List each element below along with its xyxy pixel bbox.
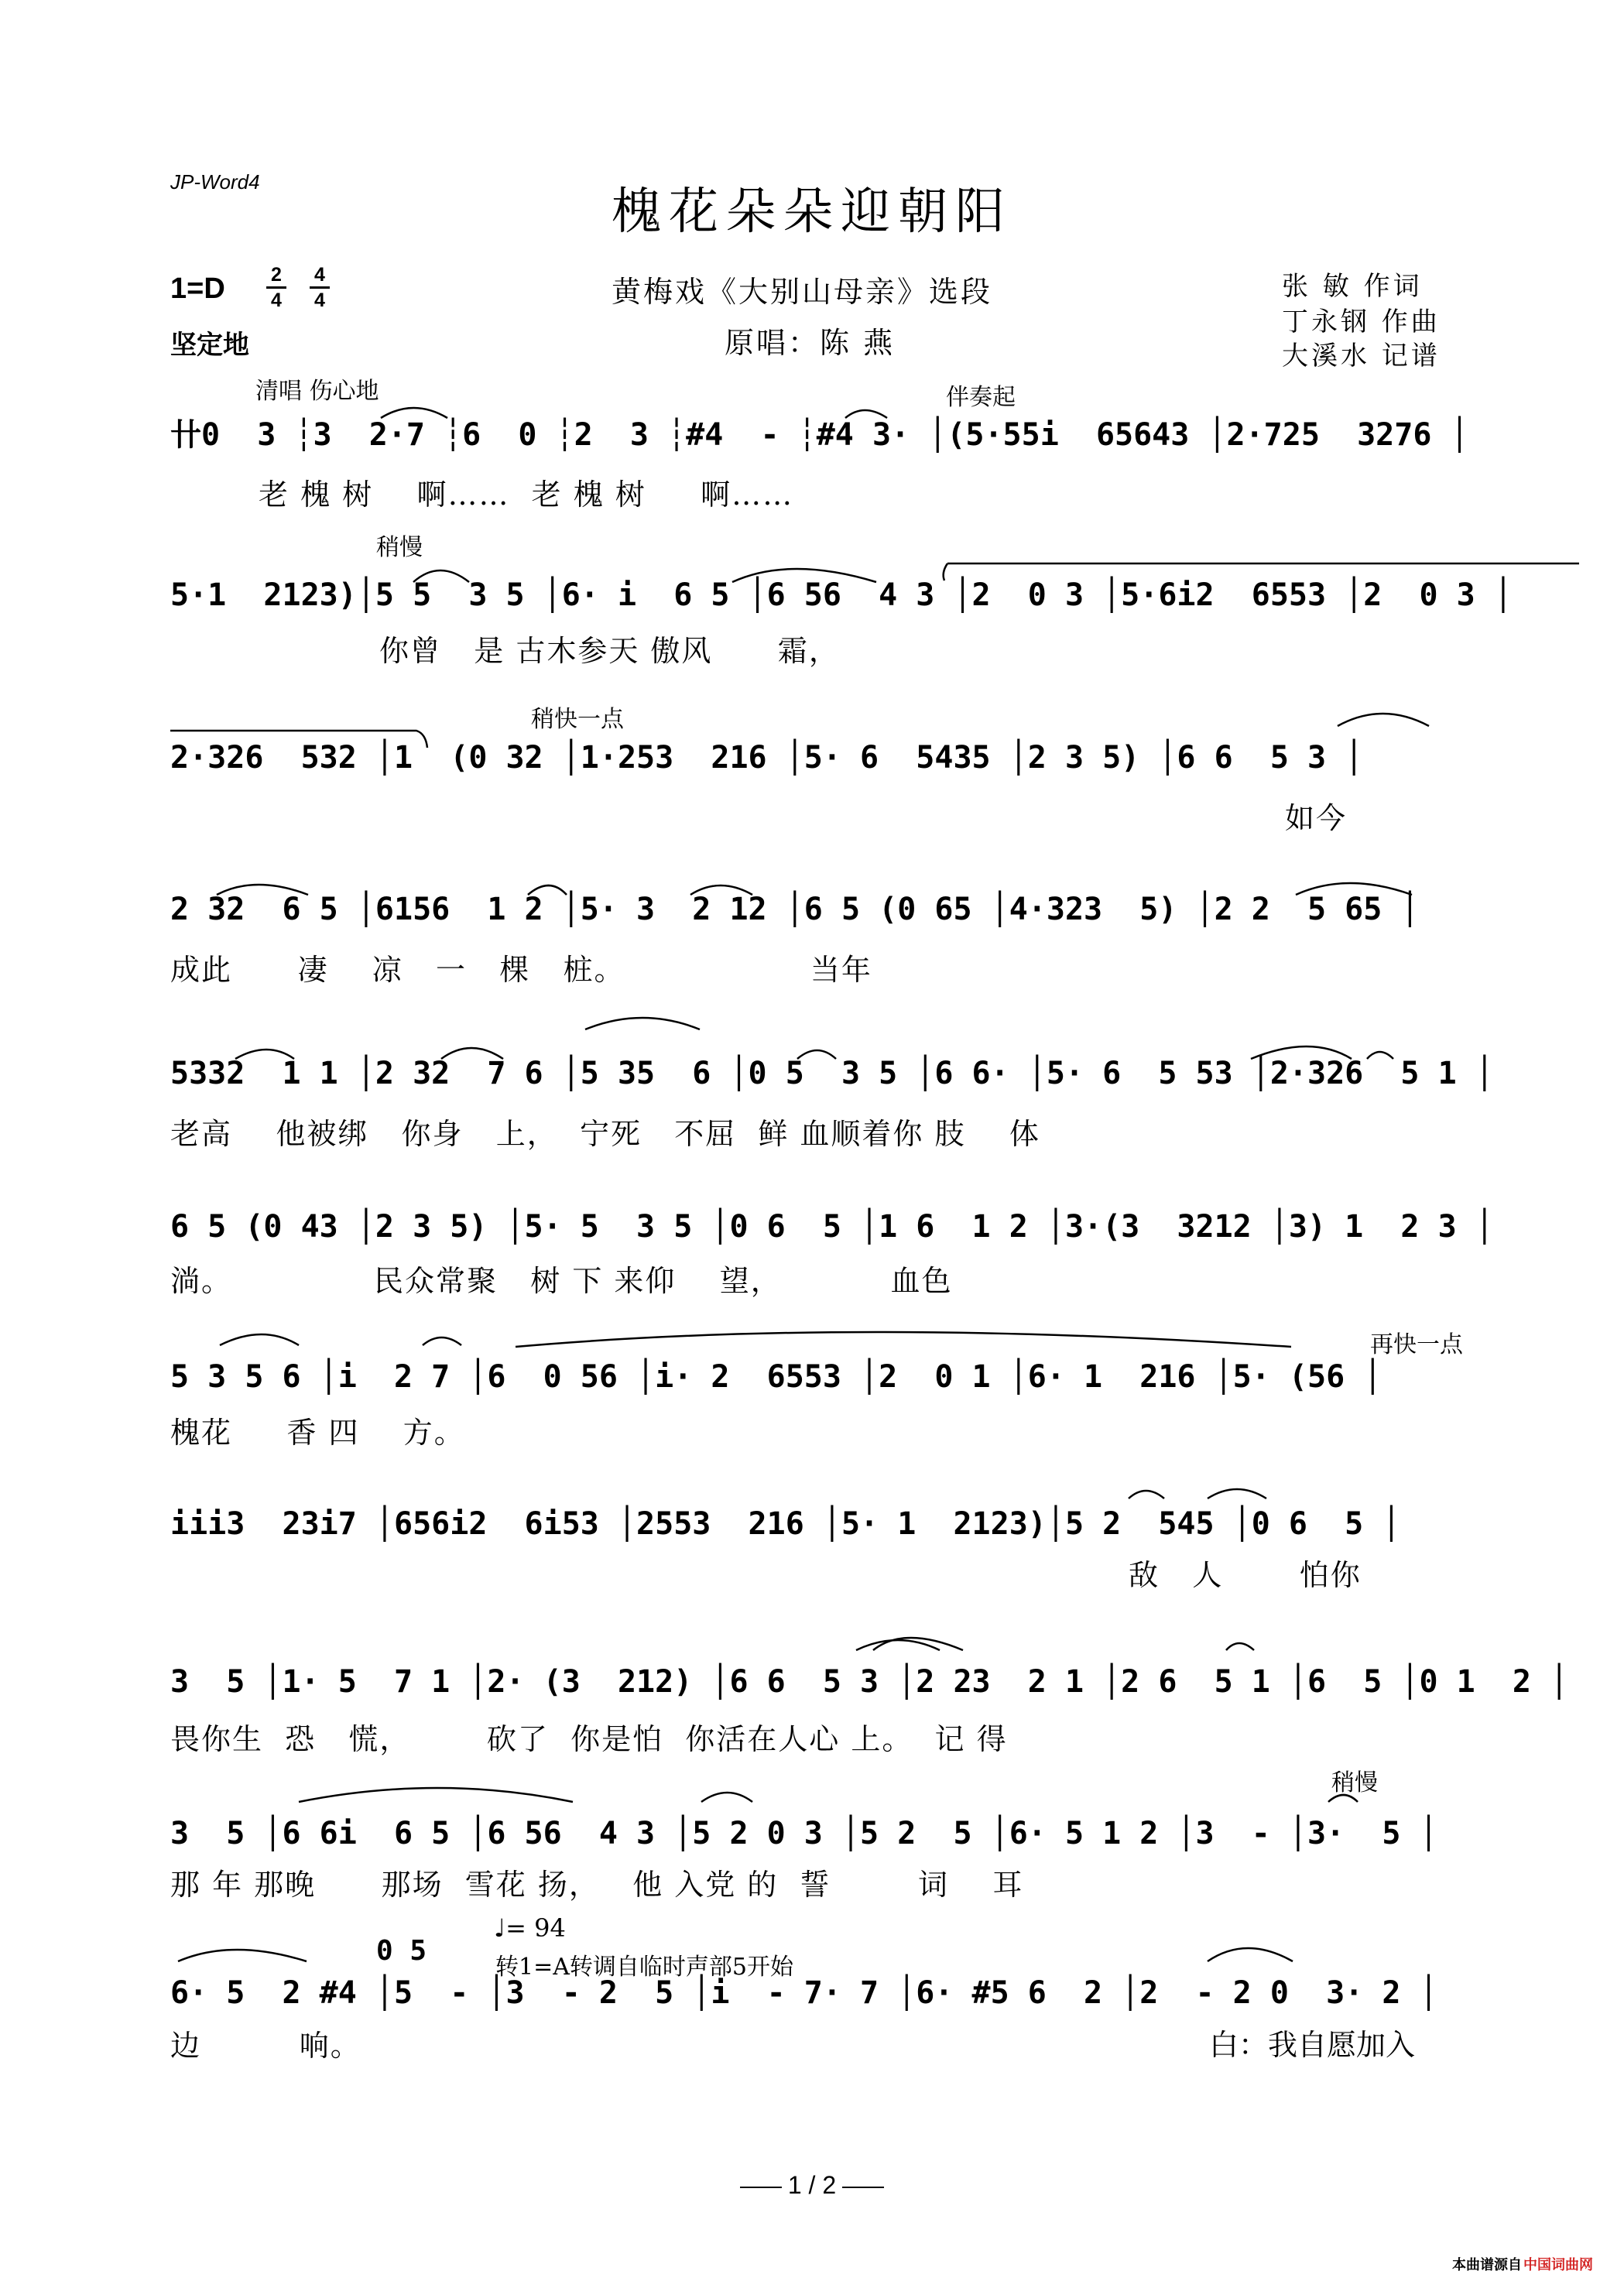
song-title: 槐花朵朵迎朝阳: [612, 183, 1012, 241]
lyrics-line-3: 如今: [1285, 801, 1348, 835]
lyrics-line-9: 畏你生 恐 慌， 砍了 你是怕 你活在人心 上。 记 得: [170, 1722, 1008, 1756]
annotation: 稍慢: [1331, 1769, 1378, 1796]
lyrics-line-6: 淌。 民众常聚 树 下 来仰 望， 血色: [170, 1264, 953, 1298]
annotation: 清唱 伤心地: [255, 378, 379, 405]
notation-line-6: 6 5 (0 43 │2 3 5) │5· 5 3 5 │0 6 5 │1 6 1 2 │3·(3 3212 │3) 1 2 3 │: [170, 1209, 1494, 1245]
tempo-mark: 坚定地: [170, 330, 249, 361]
annotation: 再快一点: [1370, 1331, 1463, 1358]
footer-source-label: 本曲谱源自: [1452, 2257, 1522, 2273]
lyrics-line-4: 成此 凄 凉 一 棵 桩。 当年: [170, 953, 872, 987]
transcriber-credit: 大溪水 记谱: [1282, 341, 1441, 372]
time-sig-2-top: 4: [314, 264, 325, 286]
notation-line-11: 6· 5 2 #4 │5 - │3 - 2 5 │i - 7· 7 │6· #5 6 2 │2 - 2 0 3· 2 │: [170, 1975, 1438, 2011]
lyrics-line-5: 老高 他被绑 你身 上， 宁死 不屈 鲜 血顺着你 肢 体: [170, 1117, 1040, 1151]
time-signature-2: [310, 265, 330, 310]
lyrics-line-8: 敌 人 怕你: [1129, 1558, 1362, 1592]
time-signature-1: [266, 265, 286, 310]
subtitle: 黄梅戏《大别山母亲》选段: [612, 275, 993, 309]
time-sig-1-top: 2: [271, 264, 282, 286]
annotation: 稍慢: [376, 534, 423, 561]
time-sig-2-bottom: 4: [314, 289, 325, 311]
spoken-dialog: 白：我自愿加入: [1209, 2028, 1416, 2062]
key-signature: 1=D: [170, 272, 225, 305]
lyrics-line-1: 老 槐 树 啊…… 老 槐 树 啊……: [259, 478, 794, 512]
notation-line-5: 5332 1 1 │2 32 7 6 │5 35 6 │0 5 3 5 │6 6· │5· 6 5 53 │2·326 5 1 │: [170, 1056, 1494, 1091]
footer-site-name[interactable]: 中国词曲网: [1523, 2257, 1593, 2273]
composer-credit: 丁永钢 作曲: [1282, 307, 1441, 337]
upper-voice-notes: 0 5: [376, 1935, 427, 1967]
modulation-note: 转1=A转调自临时声部5开始: [495, 1954, 793, 1981]
lyricist-credit: 张 敏 作词: [1282, 271, 1423, 302]
lyrics-line-10: 那 年 那晚 那场 雪花 扬， 他 入党 的 誓 词 耳: [170, 1868, 1024, 1902]
notation-line-10: 3 5 │6 6i 6 5 │6 56 4 3 │5 2 0 3 │5 2 5 │6· 5 1 2 │3 - │3· 5 │: [170, 1816, 1438, 1851]
notation-line-3: 2·326 532 │1 (0 32 │1·253 216 │5· 6 5435 │2 3 5) │6 6 5 3 │: [170, 740, 1364, 776]
annotation: 伴奏起: [946, 384, 1016, 411]
lyrics-line-7: 槐花 香 四 方。: [170, 1416, 465, 1450]
lyrics-line-2: 你曾 是 古木参天 傲风 霜，: [379, 634, 840, 668]
notation-line-1: 卄0 3 ┆3 2·7 ┆6 0 ┆2 3 ┆#4 - ┆#4 3· │(5·55i 65643 │2·725 3276 │: [170, 417, 1469, 453]
metronome-mark: ♩= 94: [494, 1913, 566, 1943]
lyrics-line-11: 边 响。: [170, 2029, 361, 2063]
source-tag: JP-Word4: [170, 170, 260, 194]
notation-line-4: 2 32 6 5 │6156 1 2 │5· 3 2 12 │6 5 (0 65 │4·323 5) │2 2 5 65 │: [170, 892, 1420, 927]
singer-credit: 原唱：陈 燕: [725, 326, 896, 360]
notation-line-8: iii3 23i7 │656i2 6i53 │2553 216 │5· 1 2123)│5 2 545 │0 6 5 │: [170, 1506, 1401, 1542]
notation-line-2: 5·1 2123)│5 5 3 5 │6· i 6 5 │6 56 4 3 │2 0 3 │5·6i2 6553 │2 0 3 │: [170, 577, 1513, 613]
notation-line-9: 3 5 │1· 5 7 1 │2· (3 212) │6 6 5 3 │2 23 2 1 │2 6 5 1 │6 5 │0 1 2 │: [170, 1664, 1569, 1700]
notation-line-7: 5 3 5 6 │i 2 7 │6 0 56 │i· 2 6553 │2 0 1 │6· 1 216 │5· (56 │: [170, 1359, 1382, 1395]
annotation: 稍快一点: [531, 706, 624, 733]
page-number-text: 1 / 2: [787, 2171, 837, 2199]
page-number: [0, 2171, 1624, 2200]
time-sig-1-bottom: 4: [271, 289, 282, 311]
